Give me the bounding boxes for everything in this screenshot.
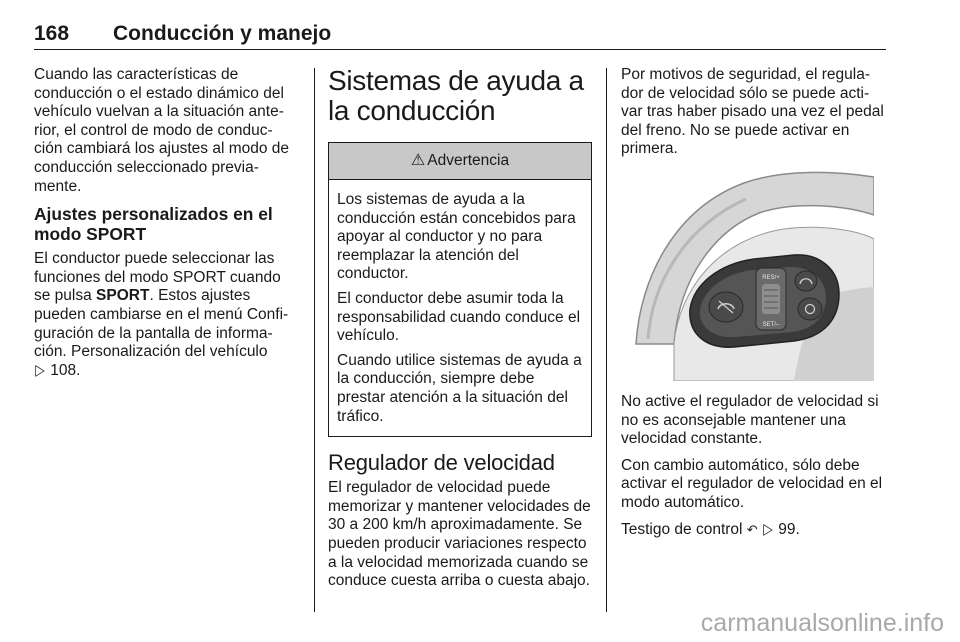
page-ref[interactable]: 99.	[773, 520, 800, 538]
sport-paragraph	[34, 250, 300, 380]
page-ref-arrow-icon: ▷	[35, 361, 45, 379]
warning-triangle-icon: ⚠	[410, 152, 426, 169]
column-left	[34, 66, 300, 388]
warning-paragraph: Los sistemas de ayuda a la conducción están concebidos para apoyar al conductor y no para reemplazar la atención del conductor.	[337, 191, 576, 283]
page-ref-arrow-icon: ▷	[763, 520, 773, 538]
steering-wheel-image	[634, 169, 874, 381]
sport-text-b: . Estos ajustes pueden cambiarse en el menú Confi-guración de la pantalla de informa-ción. Personalización del vehículo	[34, 287, 289, 361]
cruise-paragraph: El regulador de velocidad puede memorizar y mantener velocidades de 30 a 200 km/h aproximadamente. Se pueden producir variaciones respecto a la velocidad memorizada cuando se conduce cuesta arriba o cuesta abajo.	[328, 479, 591, 590]
page-number: 168	[34, 22, 70, 45]
column-right	[621, 66, 887, 547]
warning-box	[328, 142, 592, 437]
warning-body	[329, 180, 591, 436]
intro-paragraph: Cuando las características de conducción o el estado dinámico del vehículo vuelvan a la situación ante-rior, el control de modo de conduc-ción cambiará los ajustes al modo de conducción seleccionado previa-mente.	[34, 66, 290, 195]
warning-header	[329, 143, 591, 180]
warning-paragraph: El conductor debe asumir toda la responsabilidad cuando conduce el vehículo.	[337, 289, 581, 345]
safety-paragraph: Por motivos de seguridad, el regula-dor de velocidad sólo se puede acti-var tras haber pisado una vez el pedal del freno. No se puede activar en primera.	[621, 66, 884, 158]
column-middle	[328, 66, 592, 599]
page-ref[interactable]: 108.	[45, 361, 81, 379]
warning-paragraph: Cuando utilice sistemas de ayuda a la conducción, siempre debe prestar atención a la situación del tráfico.	[337, 351, 582, 425]
note-paragraph: No active el regulador de velocidad si no es aconsejable mantener una velocidad constante.	[621, 392, 879, 448]
automatic-paragraph: Con cambio automático, sólo debe activar el regulador de velocidad en el modo automático.	[621, 456, 883, 511]
set-label: SET/–	[762, 321, 780, 328]
chapter-title: Conducción y manejo	[113, 22, 332, 45]
section-title-cruise: Regulador de velocidad	[328, 450, 555, 476]
watermark: carmanualsonline.info	[700, 609, 944, 637]
res-label: RES/+	[762, 274, 780, 281]
header-rule	[34, 49, 886, 50]
page-header	[34, 22, 886, 52]
warning-title: Advertencia	[427, 152, 510, 169]
column-divider	[314, 68, 315, 612]
column-divider	[606, 68, 607, 612]
sport-button-label: SPORT	[96, 287, 150, 305]
control-light-paragraph	[621, 521, 887, 540]
section-title-assist: Sistemas de ayuda a la conducción	[328, 65, 584, 126]
control-light-text: Testigo de control	[621, 520, 747, 538]
section-heading-sport: Ajustes personalizados en el modo SPORT	[34, 204, 273, 245]
cruise-indicator-icon: ↶	[746, 521, 758, 537]
sport-text-a: El conductor puede seleccionar las funciones del modo SPORT cuando se pulsa	[34, 250, 281, 305]
